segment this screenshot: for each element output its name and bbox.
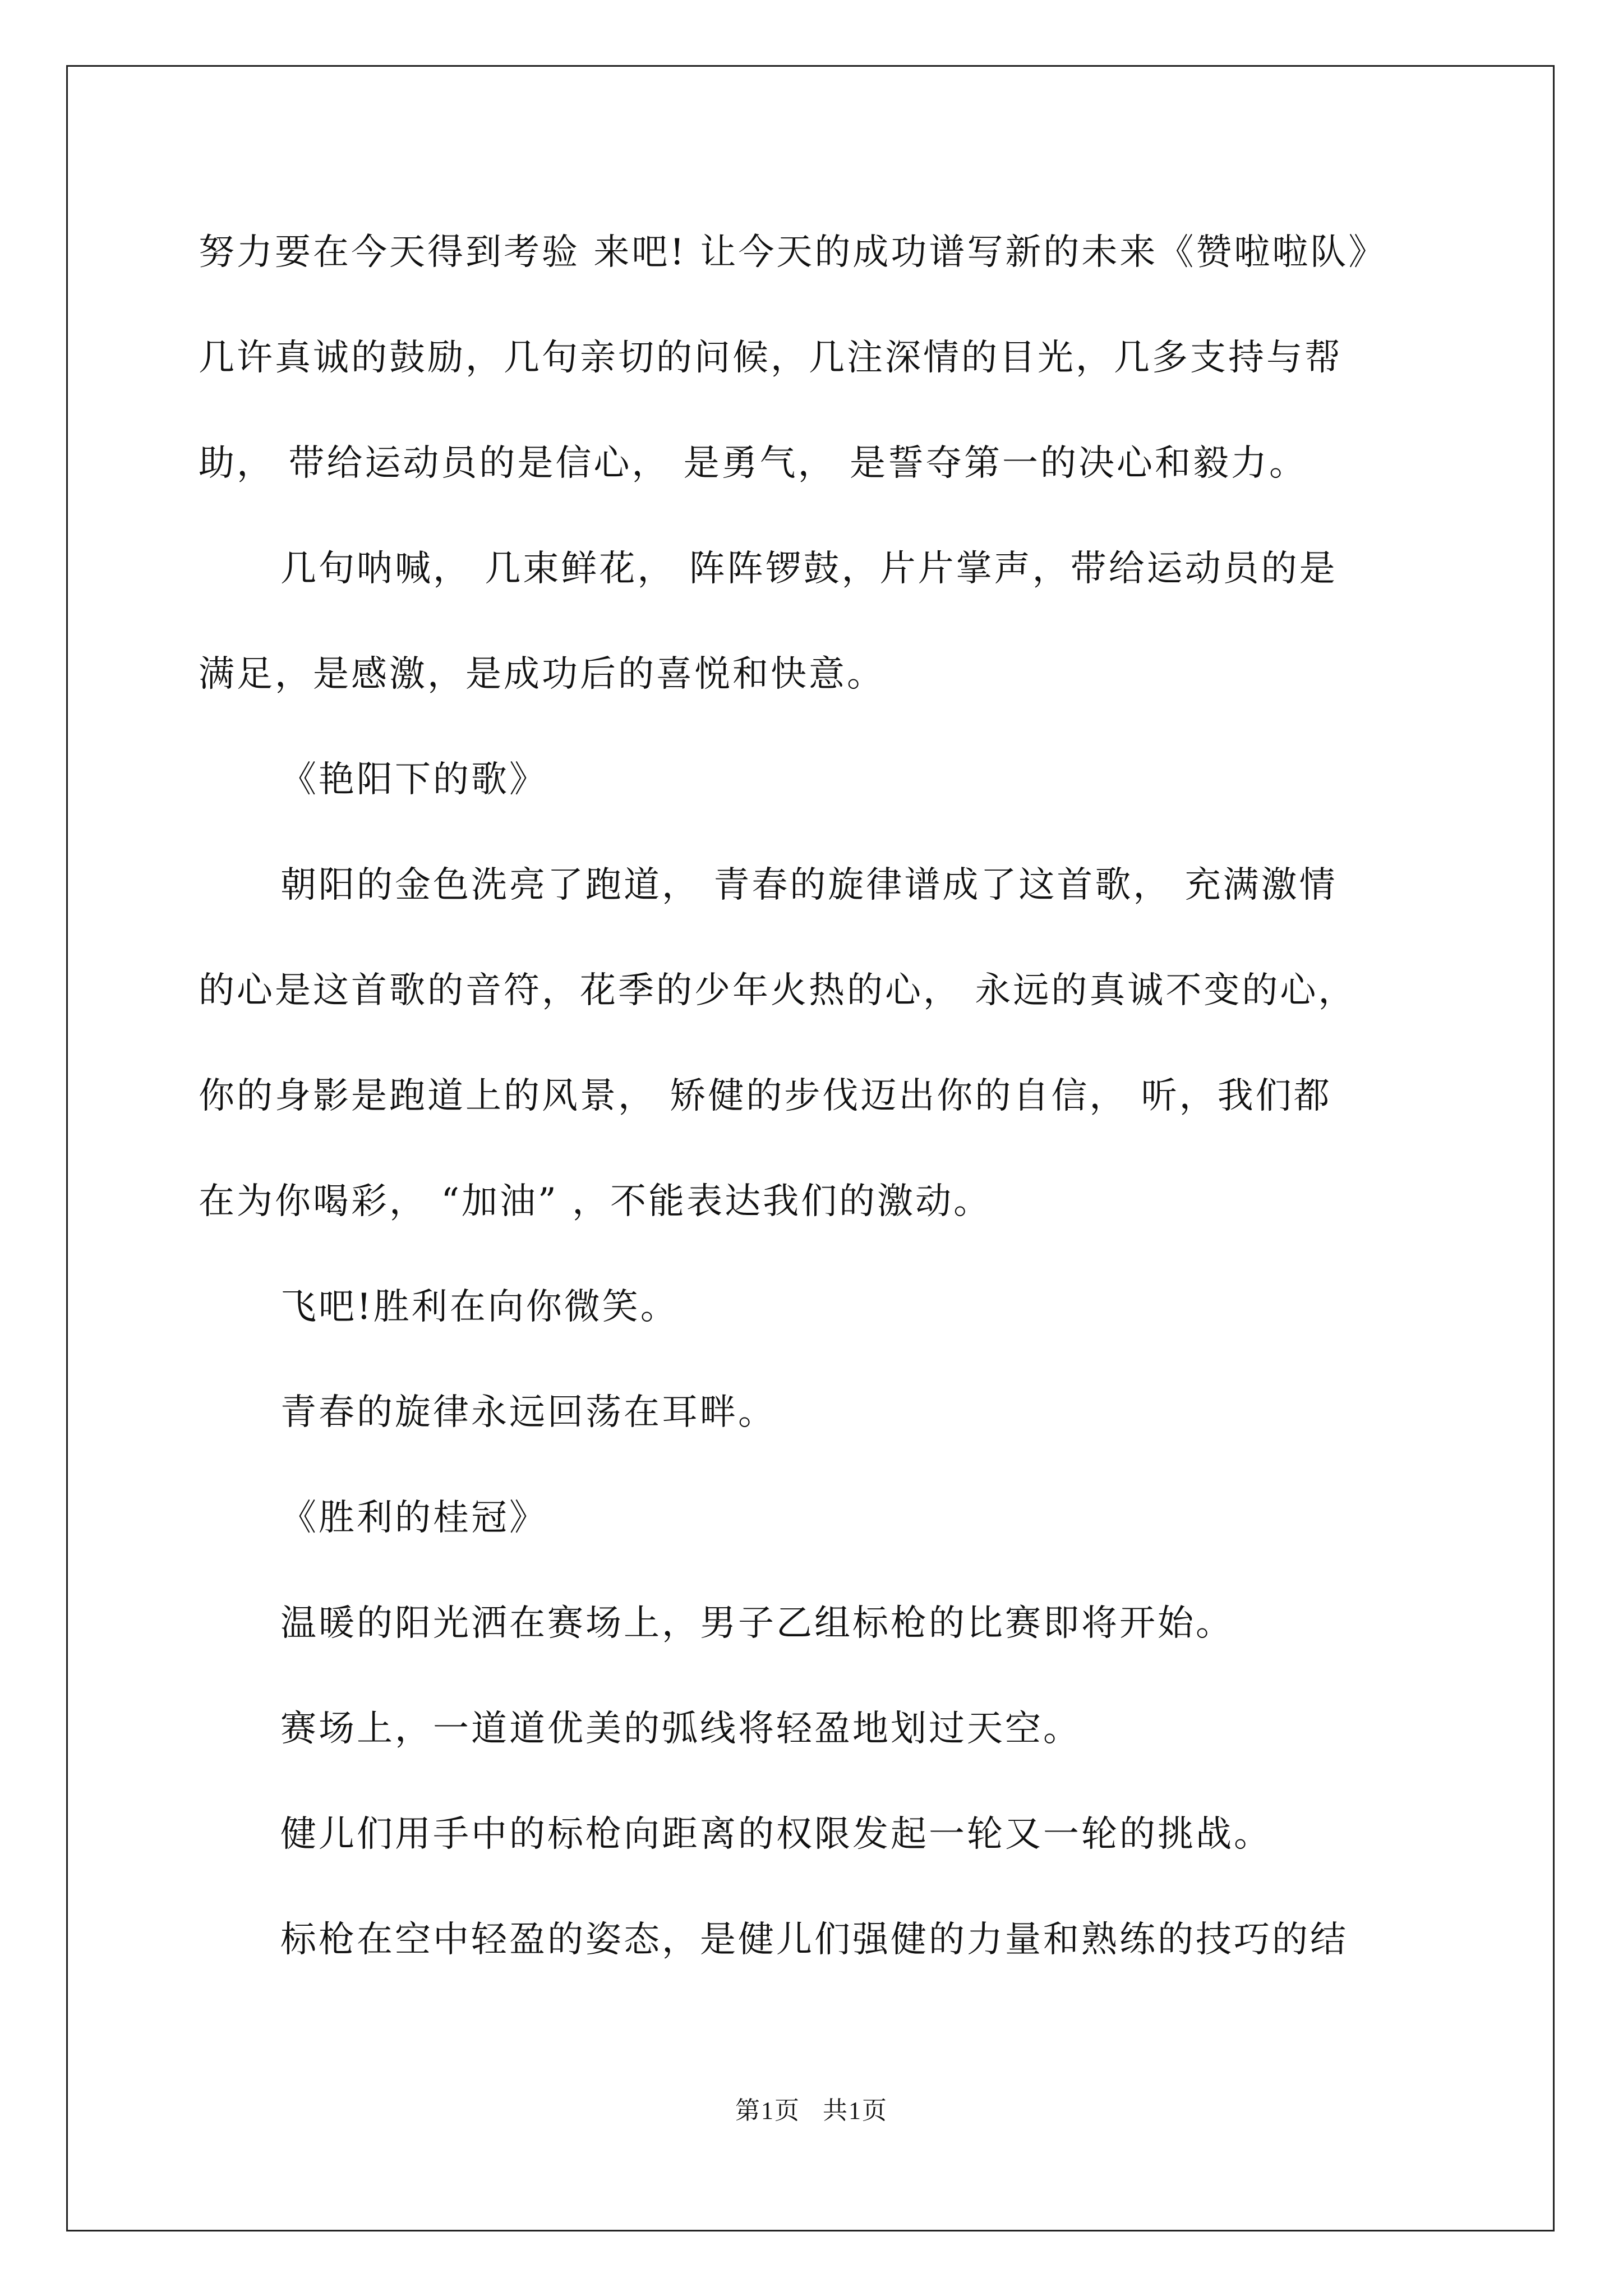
text-line: 标枪在空中轻盈的姿态，是健儿们强健的力量和熟练的技巧的结: [280, 1919, 1348, 1961]
page-number-current: 第1页: [735, 2097, 800, 2124]
text-line: 飞吧!胜利在向你微笑。: [280, 1286, 679, 1328]
section-heading: 《胜利的桂冠》: [280, 1497, 547, 1539]
page-footer: [0, 2095, 1623, 2127]
page-number-total: 共1页: [823, 2097, 888, 2124]
section-heading: 《艳阳下的歌》: [280, 759, 547, 800]
text-line: 温暖的阳光洒在赛场上，男子乙组标枪的比赛即将开始。: [280, 1603, 1234, 1644]
text-line: 赛场上，一道道优美的弧线将轻盈地划过天空。: [280, 1708, 1081, 1750]
text-line: 满足，是感激，是成功后的喜悦和快意。: [199, 654, 885, 695]
text-line: 健儿们用手中的标枪向距离的权限发起一轮又一轮的挑战。: [280, 1814, 1272, 1855]
page-border: [66, 65, 1555, 2231]
text-line: 朝阳的金色洗亮了跑道， 青春的旋律谱成了这首歌， 充满激情: [280, 864, 1338, 906]
text-line: 努力要在今天得到考验 来吧! 让今天的成功谱写新的未来《赞啦啦队》: [199, 232, 1387, 273]
text-line: 青春的旋律永远回荡在耳畔。: [280, 1392, 776, 1433]
text-line: 几许真诚的鼓励，几句亲切的问候，几注深情的目光，几多支持与帮: [199, 337, 1343, 379]
text-line: 在为你喝彩， “加油” ，不能表达我们的激动。: [199, 1181, 992, 1222]
text-line: 你的身影是跑道上的风景， 矫健的步伐迈出你的自信， 听，我们都: [199, 1075, 1332, 1117]
text-line: 的心是这首歌的音符，花季的少年火热的心， 永远的真诚不变的心，: [199, 970, 1357, 1011]
text-line: 几句呐喊， 几束鲜花， 阵阵锣鼓，片片掌声，带给运动员的是: [280, 548, 1338, 590]
text-line: 助， 带给运动员的是信心， 是勇气， 是誓夺第一的决心和毅力。: [199, 443, 1308, 484]
